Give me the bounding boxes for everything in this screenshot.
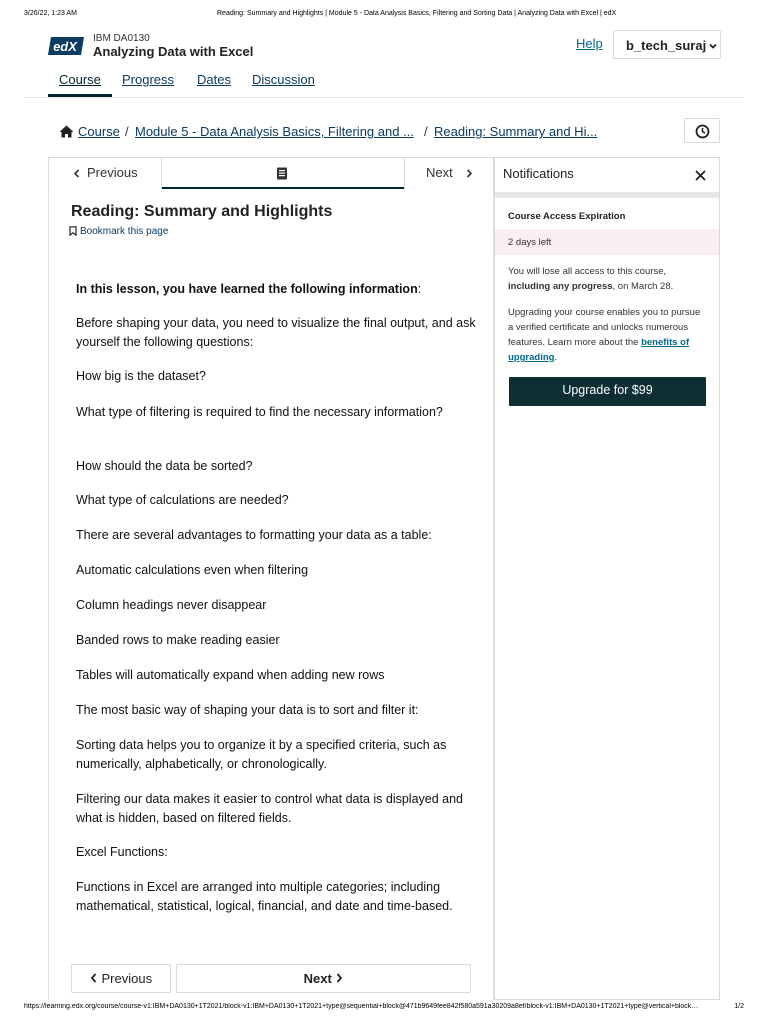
tab-discussion[interactable]: Discussion — [252, 72, 315, 87]
next-label: Next — [426, 165, 453, 180]
unit-tab-current[interactable] — [162, 158, 404, 189]
user-menu-button[interactable] — [613, 30, 721, 59]
book-icon — [276, 167, 288, 180]
paragraph: The most basic way of shaping your data is to sort and filter it: — [76, 703, 419, 717]
bottom-next-button[interactable] — [176, 964, 471, 993]
breadcrumb-current[interactable]: Reading: Summary and Hi... — [434, 124, 598, 139]
paragraph: Column headings never disappear — [76, 598, 267, 612]
expiration-message — [508, 264, 708, 294]
paragraph: What type of filtering is required to find the necessary information? — [76, 405, 443, 419]
chevron-down-icon — [708, 41, 718, 51]
paragraph: Filtering our data makes it easier to control what data is displayed and what is hidden, based on filtered fields. — [76, 792, 464, 825]
chevron-right-icon — [465, 169, 473, 178]
course-code: IBM DA0130 — [93, 33, 150, 44]
paragraph: Excel Functions: — [76, 845, 168, 859]
intro-colon: : — [417, 282, 422, 296]
previous-unit-button[interactable] — [49, 158, 162, 189]
paragraph: Tables will automatically expand when adding new rows — [76, 668, 385, 682]
history-button[interactable] — [684, 118, 720, 143]
notification-heading: Course Access Expiration — [508, 211, 626, 222]
notifications-sidebar — [494, 157, 720, 1000]
message-emphasis: including any progress — [508, 281, 613, 292]
print-title: Reading: Summary and Highlights | Module 5 - Data Analysis Basics, Filtering and Sorting Data | Analyzing Data with Excel | edX — [217, 10, 617, 17]
unit-title: Reading: Summary and Highlights — [71, 203, 333, 220]
benefits-link[interactable]: benefits of upgrading — [508, 337, 690, 363]
sidebar-divider — [495, 192, 719, 198]
sidebar-header — [495, 158, 719, 192]
edx-logo[interactable] — [48, 35, 84, 57]
divider — [24, 97, 744, 98]
upgrade-message — [508, 305, 708, 365]
chevron-left-icon — [73, 169, 81, 178]
message-text: . — [554, 352, 558, 363]
sidebar-title: Notifications — [503, 166, 574, 181]
home-icon[interactable] — [59, 125, 74, 138]
username: b_tech_suraj — [626, 38, 707, 53]
course-name: Analyzing Data with Excel — [93, 44, 254, 59]
paragraph: Automatic calculations even when filtering — [76, 563, 309, 577]
tab-course[interactable]: Course — [59, 72, 101, 87]
message-text: Upgrading your course enables you to pursue a verified certificate and unlocks numerous features. Learn more about the — [508, 307, 701, 348]
breadcrumb-module[interactable]: Module 5 - Data Analysis Basics, Filtering and ... — [135, 124, 414, 139]
previous-label: Previous — [87, 165, 138, 180]
print-header — [24, 10, 744, 22]
help-link[interactable]: Help — [576, 36, 603, 51]
paragraph: Banded rows to make reading easier — [76, 633, 280, 647]
bookmark-label: Bookmark this page — [80, 226, 169, 237]
bookmark-button[interactable] — [69, 226, 168, 237]
chevron-right-icon — [335, 973, 343, 983]
intro-paragraph — [76, 280, 476, 299]
breadcrumb-separator: / — [424, 124, 428, 139]
next-unit-button[interactable] — [404, 158, 495, 189]
days-left-banner — [495, 229, 719, 255]
next-label: Next — [303, 971, 332, 986]
chevron-left-icon — [90, 973, 98, 983]
bottom-previous-button[interactable] — [71, 964, 171, 993]
close-icon[interactable] — [695, 170, 706, 181]
paragraph: How big is the dataset? — [76, 369, 206, 383]
upgrade-button[interactable]: Upgrade for $99 — [509, 377, 706, 406]
print-page-number: 1/2 — [734, 1003, 744, 1010]
previous-label: Previous — [101, 971, 153, 986]
print-footer — [24, 1003, 744, 1015]
clock-icon — [695, 124, 710, 139]
print-date: 3/26/22, 1:23 AM — [24, 10, 77, 17]
breadcrumb-separator: / — [125, 124, 129, 139]
logo-text: edX — [53, 39, 77, 54]
breadcrumb-course[interactable]: Course — [78, 124, 120, 139]
unit-navigation — [48, 157, 494, 188]
tab-dates[interactable]: Dates — [197, 72, 231, 87]
paragraph: Functions in Excel are arranged into multiple categories; including mathematical, statistical, logical, financial, and date and time-based. — [76, 880, 453, 913]
paragraph: Before shaping your data, you need to visualize the final output, and ask yourself the following questions: — [76, 316, 476, 349]
message-text: , on March 28. — [612, 281, 674, 292]
paragraph: What type of calculations are needed? — [76, 493, 289, 507]
paragraph: There are several advantages to formatting your data as a table: — [76, 528, 432, 542]
paragraph: How should the data be sorted? — [76, 459, 253, 473]
bookmark-icon — [69, 226, 77, 236]
tab-progress[interactable]: Progress — [122, 72, 175, 87]
bottom-unit-navigation — [71, 964, 471, 993]
paragraph: Sorting data helps you to organize it by a specified criteria, such as numerically, alphabetically, or chronologically. — [76, 738, 447, 771]
print-url: https://learning.edx.org/course/course-v1:IBM+DA0130+1T2021/block-v1:IBM+DA0130+1T2021+type@sequential+block@471b9649fee842f580a591a30209a8ef/block-v1:IBM+DA0130+1T2021+type@vertical+block… — [24, 1003, 699, 1010]
intro-bold: In this lesson, you have learned the following information — [76, 282, 418, 296]
unit-content — [48, 188, 494, 1000]
message-text: You will lose all access to this course, — [508, 266, 667, 277]
days-left: 2 days left — [508, 237, 552, 248]
